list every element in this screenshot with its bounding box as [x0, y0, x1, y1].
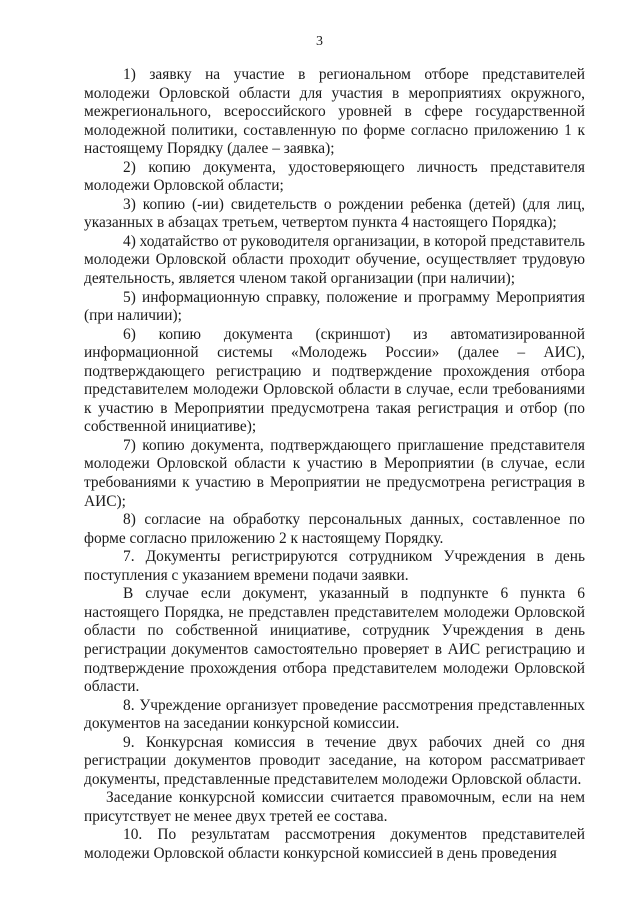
paragraph-item-5: 5) информационную справку, положение и программу Мероприятия (при наличии); [84, 288, 585, 325]
paragraph-item-4: 4) ходатайство от руководителя организации, в которой представитель молодежи Орловской области проходит обучение, осуществляет трудовую деятельность, является членом такой организации (при наличии); [84, 232, 585, 288]
paragraph-item-2: 2) копию документа, удостоверяющего личность представителя молодежи Орловской области; [84, 158, 585, 195]
paragraph-clause-8: 8. Учреждение организует проведение рассмотрения представленных документов на заседании конкурсной комиссии. [84, 696, 585, 733]
page-number: 3 [316, 34, 323, 49]
document-body [84, 66, 585, 864]
paragraph-clause-10: 10. По результатам рассмотрения документов представителей молодежи Орловской области конкурсной комиссией в день проведения [84, 826, 585, 862]
paragraph-clause-9-note: Заседание конкурсной комиссии считается правомочным, если на нем присутствует не менее двух третей ее состава. [84, 789, 585, 825]
paragraph-item-7: 7) копию документа, подтверждающего приглашение представителя молодежи Орловской области к участию в Мероприятии (в случае, если требованиями к участию в Мероприятии не предусмотрена регистрация в АИС); [84, 436, 585, 510]
paragraph-clause-7-note: В случае если документ, указанный в подпункте 6 пункта 6 настоящего Порядка, не представлен представителем молодежи Орловской области по собственной инициативе, сотрудник Учреждения в день регистрации документов самостоятельно проверяет в АИС регистрацию и подтверждение прохождения отбора представителем молодежи Орловской области. [84, 585, 585, 696]
paragraph-item-6: 6) копию документа (скриншот) из автоматизированной информационной системы «Молодежь России» (далее – АИС), подтверждающего регистрацию и подтверждение прохождения отбора представителем молодежи Орловской области в случае, если требованиями к участию в Мероприятии предусмотрена такая регистрация и отбор (по собственной инициативе); [84, 325, 585, 436]
paragraph-item-3: 3) копию (-ии) свидетельств о рождении ребенка (детей) (для лиц, указанных в абзацах третьем, четвертом пункта 4 настоящего Порядка); [84, 195, 585, 232]
paragraph-clause-9: 9. Конкурсная комиссия в течение двух рабочих дней со дня регистрации документов проводит заседание, на котором рассматривает документы, представленные представителем молодежи Орловской области. [84, 733, 585, 788]
paragraph-item-8: 8) согласие на обработку персональных данных, составленное по форме согласно приложению 2 к настоящему Порядку. [84, 511, 585, 547]
paragraph-item-1: 1) заявку на участие в региональном отборе представителей молодежи Орловской области для участия в мероприятиях окружного, межрегионального, всероссийского уровней в сфере государственной молодежной политики, составленную по форме согласно приложению 1 к настоящему Порядку (далее – заявка); [84, 66, 585, 158]
paragraph-clause-7: 7. Документы регистрируются сотрудником Учреждения в день поступления с указанием времени подачи заявки. [84, 548, 585, 584]
